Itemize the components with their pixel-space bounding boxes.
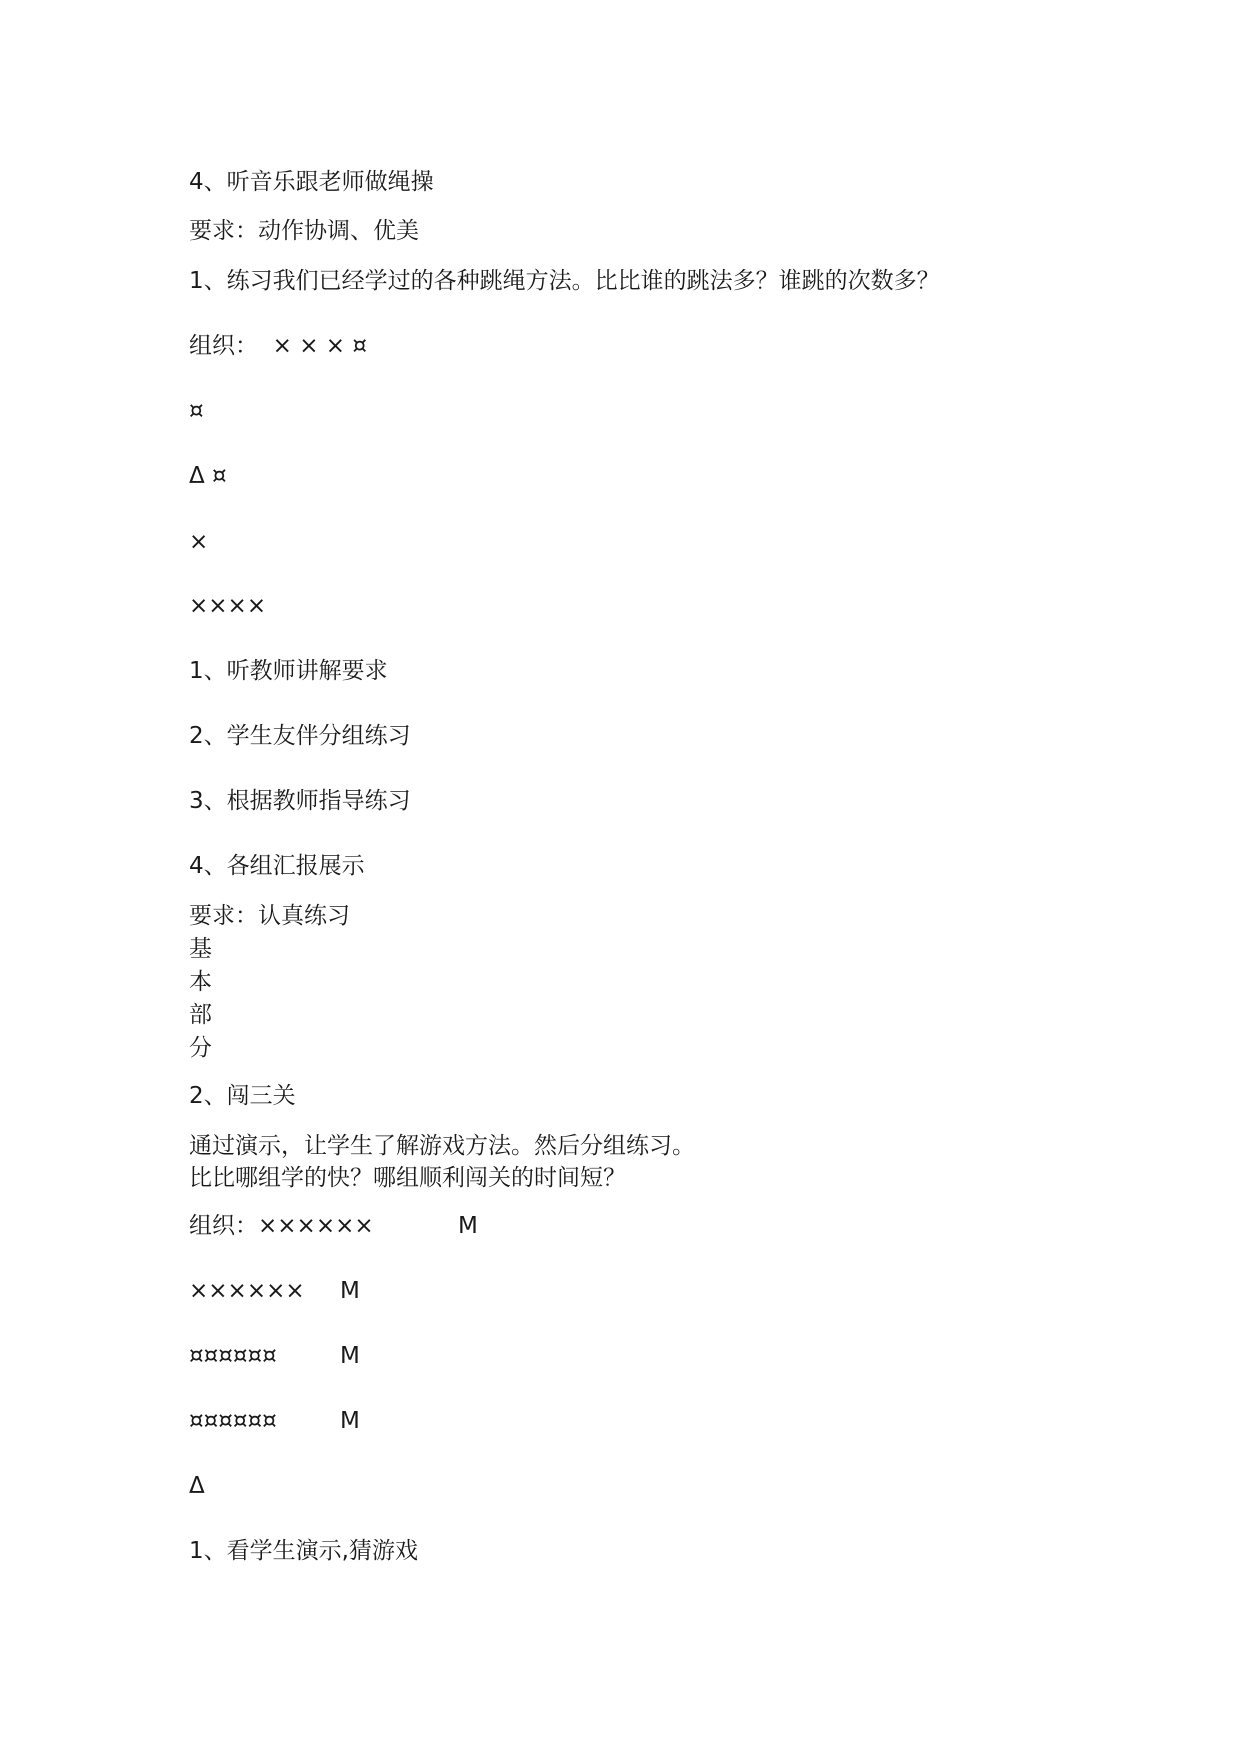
marker-m-1: M: [458, 1213, 478, 1239]
text-line-6: Δ ¤: [189, 463, 227, 489]
text-line-5: ¤: [189, 398, 204, 424]
text-line-3: 1、练习我们已经学过的各种跳绳方法。比比谁的跳法多？谁跳的次数多？: [189, 268, 940, 294]
text-line-13: 要求：认真练习: [189, 903, 350, 929]
marker-m-3: M: [340, 1343, 360, 1369]
text-line-22: 1、看学生演示,猜游戏: [189, 1538, 418, 1564]
text-line-21: Δ: [189, 1473, 205, 1499]
text-line-1: 4、听音乐跟老师做绳操: [189, 169, 434, 195]
text-line-18: ××××××: [189, 1278, 305, 1304]
section-label-char-1: 基: [189, 936, 212, 962]
text-line-7: ×: [189, 529, 209, 555]
text-line-11: 3、根据教师指导练习: [189, 788, 411, 814]
section-label-char-2: 本: [189, 969, 212, 995]
text-line-14: 2、闯三关: [189, 1083, 296, 1109]
text-line-2: 要求：动作协调、优美: [189, 218, 419, 244]
text-line-15: 通过演示，让学生了解游戏方法。然后分组练习。: [189, 1133, 695, 1159]
text-line-12: 4、各组汇报展示: [189, 853, 365, 879]
text-line-8: ××××: [189, 593, 267, 619]
text-line-20: ¤¤¤¤¤¤: [189, 1408, 277, 1434]
marker-m-2: M: [340, 1278, 360, 1304]
text-line-4: 组织： × × × ¤: [189, 333, 368, 359]
section-label-char-4: 分: [189, 1035, 212, 1061]
text-line-17: 组织：××××××: [189, 1213, 374, 1239]
section-label-char-3: 部: [189, 1002, 212, 1028]
marker-m-4: M: [340, 1408, 360, 1434]
text-line-16: 比比哪组学的快？哪组顺利闯关的时间短？: [189, 1165, 626, 1191]
text-line-9: 1、听教师讲解要求: [189, 658, 388, 684]
text-line-19: ¤¤¤¤¤¤: [189, 1343, 277, 1369]
text-line-10: 2、学生友伴分组练习: [189, 723, 411, 749]
